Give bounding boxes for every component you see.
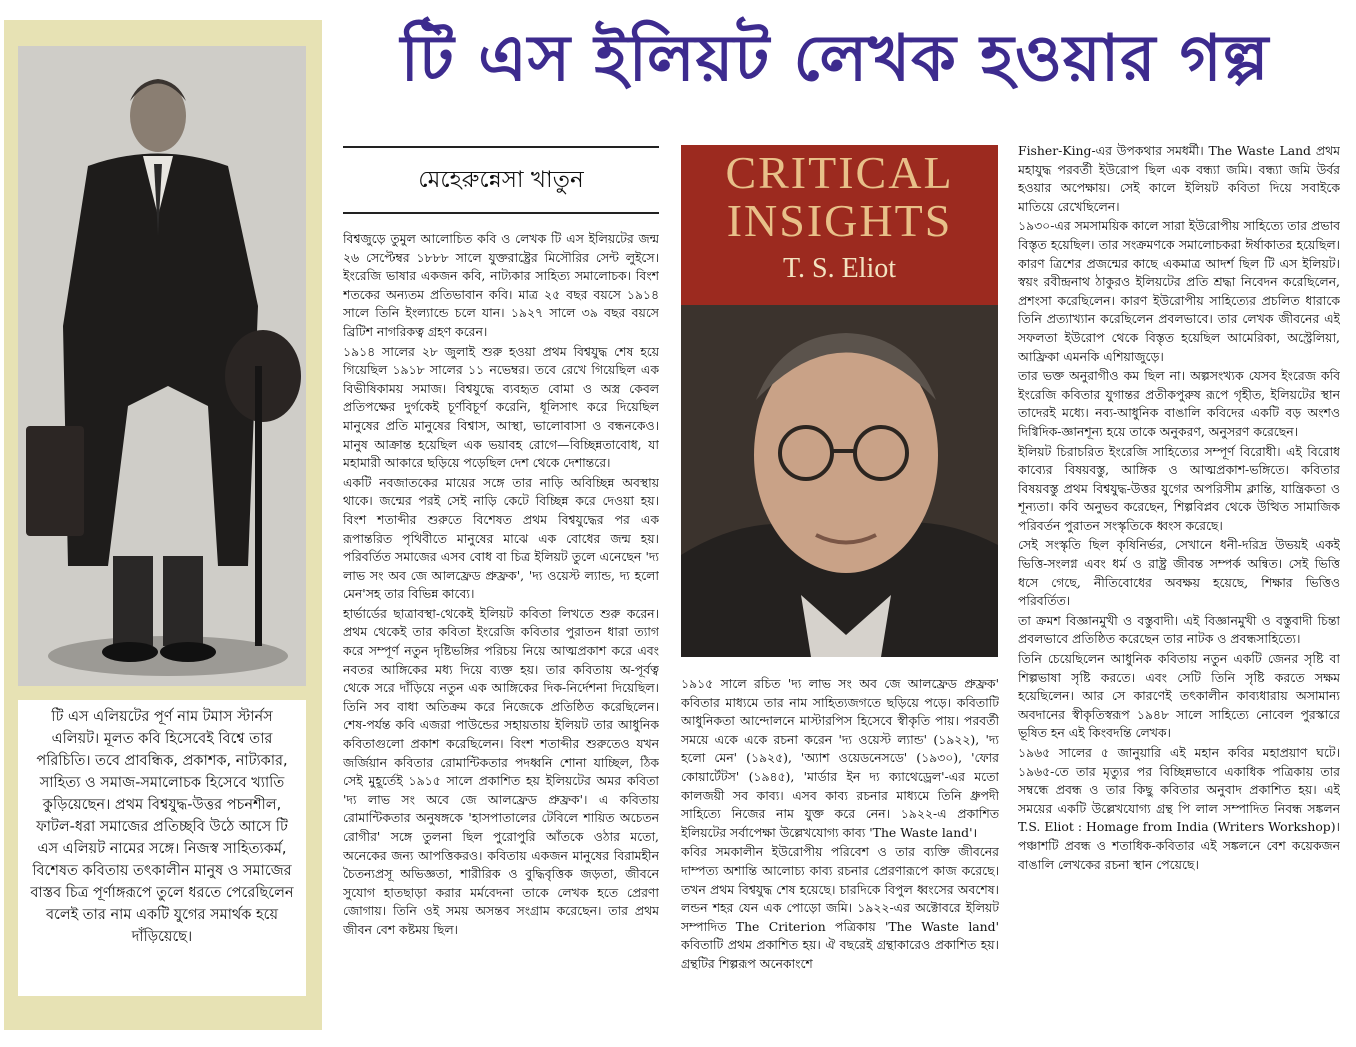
paragraph: হার্ভার্ডের ছাত্রাবস্থা-থেকেই ইলিয়ট কবিতা লিখতে শুরু করেন। প্রথম থেকেই তার কবিতা ইংরেজি কবিতার পুরাতন ধারা ত্যাগ করে সম্পূর্ণ নতুন দৃষ্টিভঙ্গির পরিচয় নিয়ে আত্মপ্রকাশ করে এবং নবতর আঙ্গিকের মধ্য দিয়ে ব্যক্ত হয়। তার কবিতায় অ-পূর্বত্ব থেকে সরে দাঁড়িয়ে নতুন এক আঙ্গিকের দিক-নির্দেশনা দিয়েছিল। তিনি সব বাধা অতিক্রম করে নিজেকে প্রতিষ্ঠিত করেছিলেন। শেষ-পর্যন্ত কবি এজরা পাউন্ডের সহায়তায় ইলিয়ট তার আধুনিক কবিতাগুলো প্রকাশ করেছিলেন। বিংশ শতাব্দীর শুরুতেও যখন জর্জিয়ান কবিতার রোমান্টিকতার পদধ্বনি শোনা যাচ্ছিল, ঠিক সেই মুহূর্তেই ১৯১৫ সালে প্রকাশিত হয় ইলিয়টের অমর কবিতা 'দ্য লাভ সং অবে জে আলফ্রেড প্রুফ্রক'। এ কবিতায় রোমান্টিকতার অনুষঙ্গকে 'হাসপাতালের টেবিলে শায়িত অচেতন রোগীর' সঙ্গে তুলনা ছিল পুরোপুরি আঁতকে ওঠার মতো, অনেকের জন্য আপত্তিকরও। কবিতায় একজন মানুষের বিরামহীন চৈতন্যপ্রসূ অভিজ্ঞতা, শারীরিক ও বুদ্ধিবৃত্তিক জড়তা, জীবনে সুযোগ হাতছাড়া করার মর্মবেদনা তাকে লেখক হতে প্রেরণা জোগায়। তিনি ওই সময় অসন্তব সংগ্রাম করেছেন। তার প্রথম জীবন বেশ কষ্টময় ছিল। <box>343 605 659 937</box>
byline-top-rule <box>343 146 659 148</box>
eliot-portrait-illustration <box>681 305 998 657</box>
paragraph: বিশ্বজুড়ে তুমুল আলোচিত কবি ও লেখক টি এস ইলিয়টের জন্ম ২৬ সেপ্টেম্বর ১৮৮৮ সালে যুক্তরাষ্ট্রের মিসৌরির সেন্ট লুইসে। ইংরেজি ভাষার একজন কবি, নাট্যকার সাহিত্য সমালোচক। বিংশ শতকের অন্যতম প্রতিভাবান কবি। মাত্র ২৫ বছর বয়সে ১৯১৪ সালে তিনি ইংল্যান্ডে চলে যান। ১৯২৭ সালে ৩৯ বছর বয়সে ব্রিটিশ নাগরিকত্ব গ্রহণ করেন। <box>343 231 659 339</box>
portrait-illustration <box>18 46 306 686</box>
byline-bottom-rule <box>343 212 659 214</box>
paragraph: ইলিয়ট চিরাচরিত ইংরেজি সাহিত্যের সম্পূর্ণ বিরোধী। এই বিরোধ কাব্যের বিষয়বস্তু, আঙ্গিক ও আত্মপ্রকাশ-ভঙ্গিতে। কবিতার বিষয়বস্তু প্রথম বিশ্বযুদ্ধ-উত্তর যুগের অপরিসীম ক্লান্তি, যান্ত্রিকতা ও শূন্যতা। কবি অনুভব করেছেন, শিল্পবিপ্লব থেকে উত্থিত সামাজিক পরিবর্তন পুরাতন সংস্কৃতিকে ধ্বংস করেছে। <box>1018 443 1340 533</box>
book-title-line-1: CRITICAL <box>725 147 954 198</box>
article-column-2 <box>681 675 999 1020</box>
paragraph: তা ক্রমশ বিজ্ঞানমুখী ও বস্তুবাদী। এই বিজ্ঞানমুখী ও বস্তুবাদী চিন্তা প্রবলভাবে প্রতিষ্ঠিত করেছেন তার নাটক ও প্রবন্ধসাহিত্যে। <box>1018 612 1340 647</box>
book-cover-author: T. S. Eliot <box>782 253 897 284</box>
paragraph: তিনি চেয়েছিলেন আধুনিক কবিতায় নতুন একটি জেনর সৃষ্টি বা শিল্পভাষা সৃষ্টি করতে। এবং সেটি তিনি সৃষ্টি করতে সক্ষম হয়েছিলেন। আর সে কারণেই তৎকালীন কাব্যধারায় অসামান্য অবদানের স্বীকৃতিস্বরূপ ১৯৪৮ সালে সাহিত্যে নোবেল পুরস্কারে ভূষিত হন এই কিংবদন্তি লেখক। <box>1018 651 1340 741</box>
paragraph: সেই সংস্কৃতি ছিল কৃষিনির্ভর, সেখানে ধনী-দরিদ্র উভয়ই একই ভিত্তি-সংলগ্ন এবং ধর্ম ও রাষ্ট্র জীবন্ত সম্পর্ক অন্বিত। সেই ভিত্তি ধসে গেছে, নীতিবোধের অবক্ষয় হয়েছে, শিক্ষার ভিত্তিও পরিবর্তিত। <box>1018 537 1340 609</box>
book-cover-portrait <box>681 305 998 657</box>
paragraph: ১৯১৪ সালের ২৮ জুলাই শুরু হওয়া প্রথম বিশ্বযুদ্ধ শেষ হয়ে গিয়েছিল ১৯১৮ সালের ১১ নভেম্বর। তবে রেখে গিয়েছিল এক বিভীষিকাময় সমাজ। বিশ্বযুদ্ধে ব্যবহৃত বোমা ও অস্ত্র কেবল প্রতিপক্ষের দুর্গকেই চূর্ণবিচূর্ণ করেনি, ধূলিসাৎ করে দিয়েছিল মানুষের প্রতি মানুষের বিশ্বাস, আস্থা, ভালোবাসা ও বন্ধনকেও। মানুষ আক্রান্ত হয়েছিল এক ভয়াবহ রোগে—বিচ্ছিন্নতাবোধ, যা মহামারী আকারে ছড়িয়ে পড়েছিল দেশ থেকে দেশান্তরে। <box>343 343 659 471</box>
portrait-photo <box>18 46 306 686</box>
article-column-1 <box>343 230 659 1020</box>
book-cover-image <box>681 145 998 657</box>
book-title-line-2: INSIGHTS <box>726 195 953 246</box>
headline: টি এস ইলিয়ট লেখক হওয়ার গল্প <box>400 22 1270 96</box>
paragraph: Fisher-King-এর উপকথার সমধর্মী। The Waste Land প্রথম মহাযুদ্ধ পরবর্তী ইউরোপ ছিল এক বন্ধ্যা জমি। বন্ধ্যা জমি উর্বর হওয়ার অপেক্ষায়। সেই কালে ইলিয়ট কবিতা দিয়ে সবাইকে মাতিয়ে রেখেছিলেন। <box>1018 143 1340 214</box>
author-byline: মেহেরুন্নেসা খাতুন <box>418 167 584 193</box>
paragraph: কবির সমকালীন ইউরোপীয় পরিবেশ ও তার ব্যক্তি জীবনের দাম্পত্য অশান্তি আলোচ্য কাব্য রচনার প্রেরণারূপে কাজ করেছে। তখন প্রথম বিশ্বযুদ্ধ শেষ হয়েছে। চারদিকে বিপুল ধ্বংসের অবশেষ। লন্ডন শহর যেন এক পোড়ো জমি। ১৯২২-এর অক্টোবরে ইলিয়ট সম্পাদিত The Criterion পত্রিকায় 'The Waste land' কবিতাটি প্রথম প্রকাশিত হয়। ঐ বছরেই গ্রন্থাকারেও প্রকাশিত হয়। গ্রন্থটির শিল্পরূপ অনেকাংশে <box>681 844 999 971</box>
book-cover-title <box>681 149 998 245</box>
paragraph: ১৯৬৫ সালের ৫ জানুয়ারি এই মহান কবির মহাপ্রয়াণ ঘটে। ১৯৬৫-তে তার মৃত্যুর পর বিচ্ছিন্নভাবে একাধিক পত্রিকায় তার সম্বন্ধে প্রবন্ধ ও তার কিছু কবিতার অনুবাদ প্রকাশিত হয়। এই সময়ের একটি উল্লেখযোগ্য গ্রন্থ পি লাল সম্পাদিত নিবন্ধ সঙ্কলন T.S. Eliot : Homage from India (Writers Workshop)। পঞ্চাশটি প্রবন্ধ ও শতাধিক-কবিতার এই সঙ্কলনে বেশ কয়েকজন বাঙালি লেখকের রচনা স্থান পেয়েছে। <box>1018 745 1340 872</box>
paragraph: তার ভক্ত অনুরাগীও কম ছিল না। অল্পসংখ্যক যেসব ইংরেজ কবি ইংরেজি কবিতার যুগান্তর প্রতীকপুরুষ রূপে গৃহীত, ইলিয়টের স্থান তাদেরই মধ্যে। নব্য-আধুনিক বাঙালি কবিদের একটি বড় অংশও দিগ্বিদিক-জ্ঞানশূন্য হয়ে তাকে অনুকরণ, অনুসরণ করেছেন। <box>1018 368 1340 439</box>
photo-caption: টি এস এলিয়টের পূর্ণ নাম টমাস স্টার্নস এলিয়ট। মূলত কবি হিসেবেই বিশ্বে তার পরিচিতি। তবে প্রাবন্ধিক, প্রকাশক, নাট্যকার, সাহিত্য ও সমাজ-সমালোচক হিসেবে খ্যাতি কুড়িয়েছেন। প্রথম বিশ্বযুদ্ধ-উত্তর পচনশীল, ফাটল-ধরা সমাজের প্রতিচ্ছবি উঠে আসে টি এস এলিয়ট নামের সঙ্গে। নিজস্ব সাহিত্যকর্ম, বিশেষত কবিতায় তৎকালীন মানুষ ও সমাজের বাস্তব চিত্র পূর্ণাঙ্গরূপে তুলে ধরতে পেরেছিলেন বলেই তার নাম একটি যুগের সমার্থক হয়ে দাঁড়িয়েছে। <box>18 700 306 996</box>
paragraph: ১৯১৫ সালে রচিত 'দ্য লাভ সং অব জে আলফ্রেড প্রুফ্রক' কবিতার মাধ্যমে তার নাম সাহিত্যজগতে ছড়িয়ে পড়ে। কবিতাটি আধুনিকতা আন্দোলনে মাস্টারপিস হিসেবে স্বীকৃতি পায়। পরবর্তী সময়ে একে একে রচনা করেন 'দ্য ওয়েস্ট ল্যান্ড' (১৯২২), 'দ্য হলো মেন' (১৯২৫), 'অ্যাশ ওয়েডনেসডে' (১৯৩০), 'ফোর কোয়ার্টেটস' (১৯৪৫), 'মার্ডার ইন দ্য ক্যাথেড্রেল'-এর মতো কালজয়ী সব কাব্য। এসব কাব্য রচনার মাধ্যমে তিনি ধ্রুপদী সাহিত্যে নিজের নাম যুক্ত করে নেন। ১৯২২-এ প্রকাশিত ইলিয়টের সর্বাপেক্ষা উল্লেখযোগ্য কাব্য 'The Waste land'। <box>681 676 999 840</box>
paragraph: ১৯৩০-এর সমসাময়িক কালে সারা ইউরোপীয় সাহিত্যে তার প্রভাব বিস্তৃত হয়েছিল। তার সংক্রমণকে সমালোচকরা ঈর্ষাকাতর হয়েছিল। কারণ ত্রিশের প্রজন্মের কাছে একমাত্র আদর্শ ছিল টি এস ইলিয়ট। স্বয়ং রবীন্দ্রনাথ ঠাকুরও ইলিয়টের প্রতি শ্রদ্ধা নিবেদন করেছিলেন, প্রশংসা করেছিলেন। কারণ ইউরোপীয় সাহিত্যের প্রচলিত ধারাকে তিনি প্রত্যাখ্যান করেছিলেন প্রবলভাবে। তার লেখক জীবনের এই সফলতা ইউরোপ থেকে বিস্তৃত হয়েছিল আমেরিকা, অস্ট্রেলিয়া, আফ্রিকা এমনকি এশিয়াজুড়ে। <box>1018 218 1340 364</box>
paragraph: একটি নবজাতকের মায়ের সঙ্গে তার নাড়ি অবিচ্ছিন্ন অবস্থায় থাকে। জন্মের পরই সেই নাড়ি কেটে বিচ্ছিন্ন করে দেওয়া হয়। বিংশ শতাব্দীর শুরুতে বিশেষত প্রথম বিশ্বযুদ্ধের পর এক রূপান্তরিত পৃথিবীতে মানুষের মাঝে এক বোধের জন্ম হয়। পরিবর্তিত সমাজের এসব বোধ বা চিত্র ইলিয়ট তুলে এনেছেন 'দ্য লাভ সং অব জে আলফ্রেড প্রুফ্রক', 'দ্য ওয়েস্ট ল্যান্ড, দ্য হলো মেন'সহ তার বিভিন্ন কাব্যে। <box>343 474 659 602</box>
article-column-3 <box>1018 142 1340 1022</box>
